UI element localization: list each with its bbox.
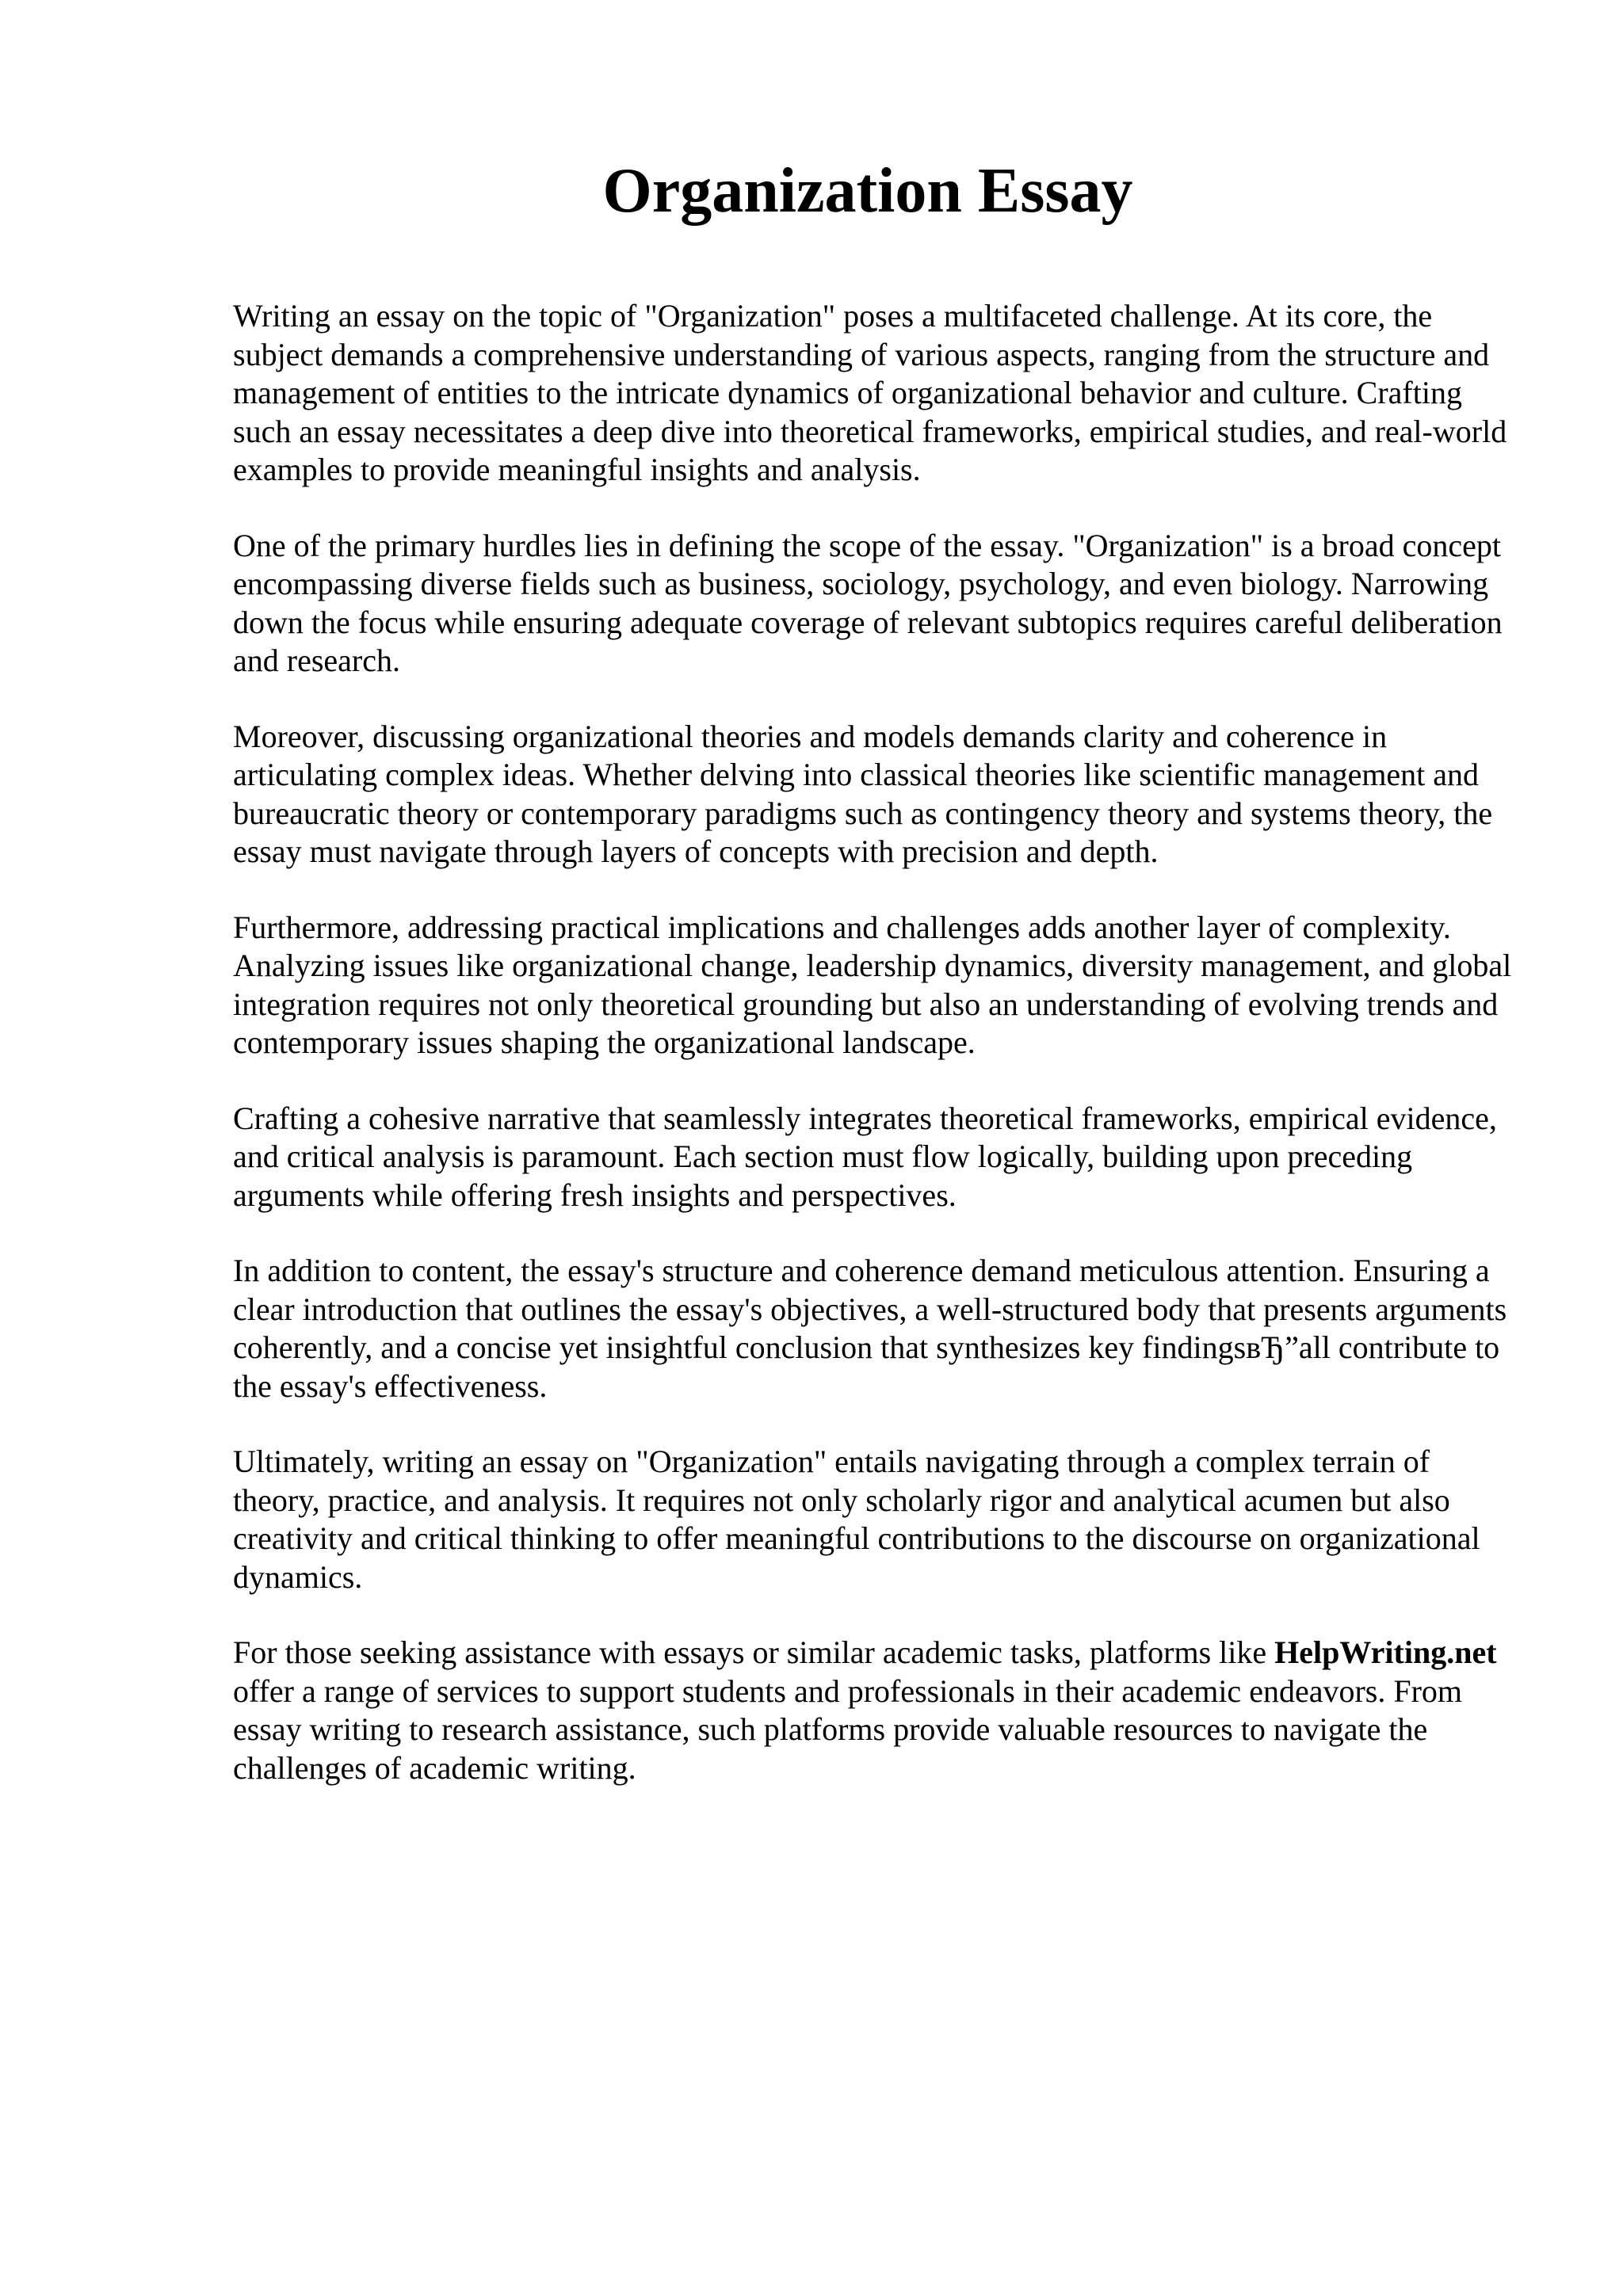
paragraph-2: One of the primary hurdles lies in defining the scope of the essay. "Organization" is a broad concept encompassing diverse fields such as business, sociology, psychology, and even biology. Narrowing down the focus while ensuring adequate coverage of relevant subtopics requires careful deliberation and research. bbox=[233, 527, 1503, 678]
paragraph-1: Writing an essay on the topic of "Organization" poses a multifaceted challenge. At its core, the subject demands a comprehensive understanding of various aspects, ranging from the structure and management of entities to the intricate dynamics of organizational behavior and culture. Crafting such an essay necessitates a deep dive into theoretical frameworks, empirical studies, and real-world examples to provide meaningful insights and analysis. bbox=[233, 298, 1507, 487]
paragraph-7: Ultimately, writing an essay on "Organization" entails navigating through a complex terrain of theory, practice, and analysis. It requires not only scholarly rigor and analytical acumen but also creativity and critical thinking to offer meaningful contributions to the discourse on organizational dynamics. bbox=[233, 1444, 1480, 1595]
paragraph-5: Crafting a cohesive narrative that seamlessly integrates theoretical frameworks, empirical evidence, and critical analysis is paramount. Each section must flow logically, building upon preceding arguments while offering fresh insights and perspectives. bbox=[233, 1100, 1497, 1213]
closing-text-before: For those seeking assistance with essays or similar academic tasks, platforms like bbox=[233, 1634, 1275, 1670]
closing-text-after: offer a range of services to support students and professionals in their academic endeavors. From essay writing to research assistance, such platforms provide valuable resources to navigate the challenges of academic writing. bbox=[233, 1672, 1463, 1786]
paragraph-3: Moreover, discussing organizational theories and models demands clarity and coherence in articulating complex ideas. Whether delving into classical theories like scientific management and bureaucratic theory or contemporary paradigms such as contingency theory and systems theory, the essay must navigate through layers of concepts with precision and depth. bbox=[233, 718, 1493, 869]
helpwriting-brand-name: HelpWriting.net bbox=[1274, 1634, 1497, 1670]
paragraph-4: Furthermore, addressing practical implications and challenges adds another layer of complexity. Analyzing issues like organizational change, leadership dynamics, diversity management, and global integration requires not only theoretical grounding but also an understanding of evolving trends and contemporary issues shaping the organizational landscape. bbox=[233, 909, 1512, 1060]
paragraph-6: In addition to content, the essay's structure and coherence demand meticulous attention. Ensuring a clear introduction that outlines the essay's objectives, a well-structured body that presents arguments coherently, and a concise yet insightful conclusion that synthesizes key findingsвЂ”all contribute to the essay's effectiveness. bbox=[233, 1253, 1507, 1404]
document-body bbox=[233, 297, 1517, 1825]
closing-paragraph bbox=[233, 1634, 1517, 1787]
document-title: Organization Essay bbox=[602, 156, 1133, 226]
